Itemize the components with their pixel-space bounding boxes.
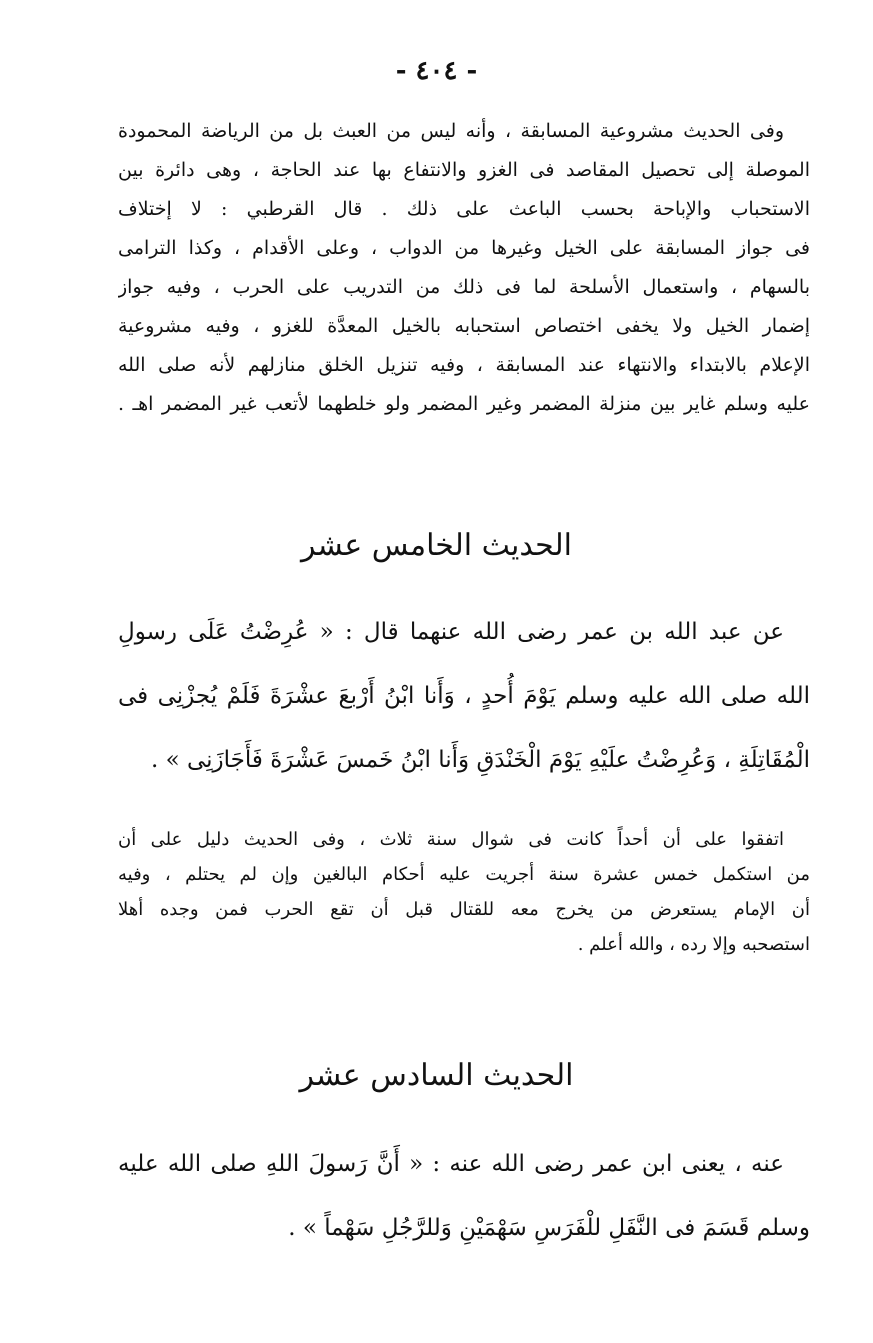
section-heading-hadith-16: الحديث السادس عشر <box>299 1058 574 1093</box>
hadith-line: وسلم قَسَمَ فى النَّفَلِ للْفَرَسِ سَهْمَيْنِ وَللرَّجُلِ سَهْماً » . <box>288 1215 810 1241</box>
text-line: الاستحباب والإباحة بحسب الباعث على ذلك . قال القرطبي : لا إختلاف <box>118 198 810 220</box>
hadith-text-16 <box>118 1132 810 1260</box>
text-line: الإعلام بالابتداء والانتهاء عند المسابقة ، وفيه تنزيل الخلق منازلهم لأنه صلى الله <box>118 354 810 376</box>
hadith-line: عنه ، يعنى ابن عمر رضى الله عنه : « أَنَّ رَسولَ اللهِ صلى الله عليه <box>118 1151 784 1177</box>
section-heading-hadith-15: الحديث الخامس عشر <box>301 528 572 563</box>
hadith-text-15 <box>118 600 810 792</box>
text-line: فى جواز المسابقة على الخيل وغيرها من الدواب ، وعلى الأقدام ، وكذا الترامى <box>118 237 810 259</box>
text-line: وفى الحديث مشروعية المسابقة ، وأنه ليس من العبث بل من الرياضة المحمودة <box>118 120 784 142</box>
text-line: الموصلة إلى تحصيل المقاصد فى الغزو والانتفاع بها عند الحاجة ، وهى دائرة بين <box>118 159 810 181</box>
page-number: - ٤٠٤ - <box>395 56 478 86</box>
text-line: بالسهام ، واستعمال الأسلحة لما فى ذلك من التدريب على الحرب ، وفيه جواز <box>118 276 810 298</box>
text-line: عليه وسلم غاير بين منزلة المضمر وغير المضمر ولو خلطهما لأتعب غير المضمر اهـ . <box>118 393 810 415</box>
text-line: إضمار الخيل ولا يخفى اختصاص استحبابه بالخيل المعدَّة للغزو ، وفيه مشروعية <box>118 315 810 337</box>
text-line: استصحبه وإلا رده ، والله أعلم . <box>577 934 810 955</box>
text-line: أن الإمام يستعرض من يخرج معه للقتال قبل أن تقع الحرب فمن وجده أهلا <box>118 899 810 920</box>
hadith-line: عن عبد الله بن عمر رضى الله عنهما قال : « عُرِضْتُ عَلَى رسولِ <box>118 619 784 645</box>
hadith-line: الله صلى الله عليه وسلم يَوْمَ أُحدٍ ، وَأَنا ابْنُ أَرْبعَ عشْرَةَ فَلَمْ يُجزْنِى فى <box>118 683 810 709</box>
text-line: اتفقوا على أن أحداً كانت فى شوال سنة ثلاث ، وفى الحديث دليل على أن <box>118 829 784 850</box>
hadith-line: الْمُقَاتِلَةِ ، وَعُرِضْتُ علَيْهِ يَوْمَ الْخَنْدَقِ وَأَنا ابْنُ خَمسَ عَشْرَةَ فَأَجَازَنِى » . <box>150 747 810 773</box>
text-line: من استكمل خمس عشرة سنة أجريت عليه أحكام البالغين وإن لم يحتلم ، وفيه <box>118 864 810 885</box>
commentary-paragraph-2 <box>118 822 810 962</box>
commentary-paragraph-1 <box>118 112 810 424</box>
